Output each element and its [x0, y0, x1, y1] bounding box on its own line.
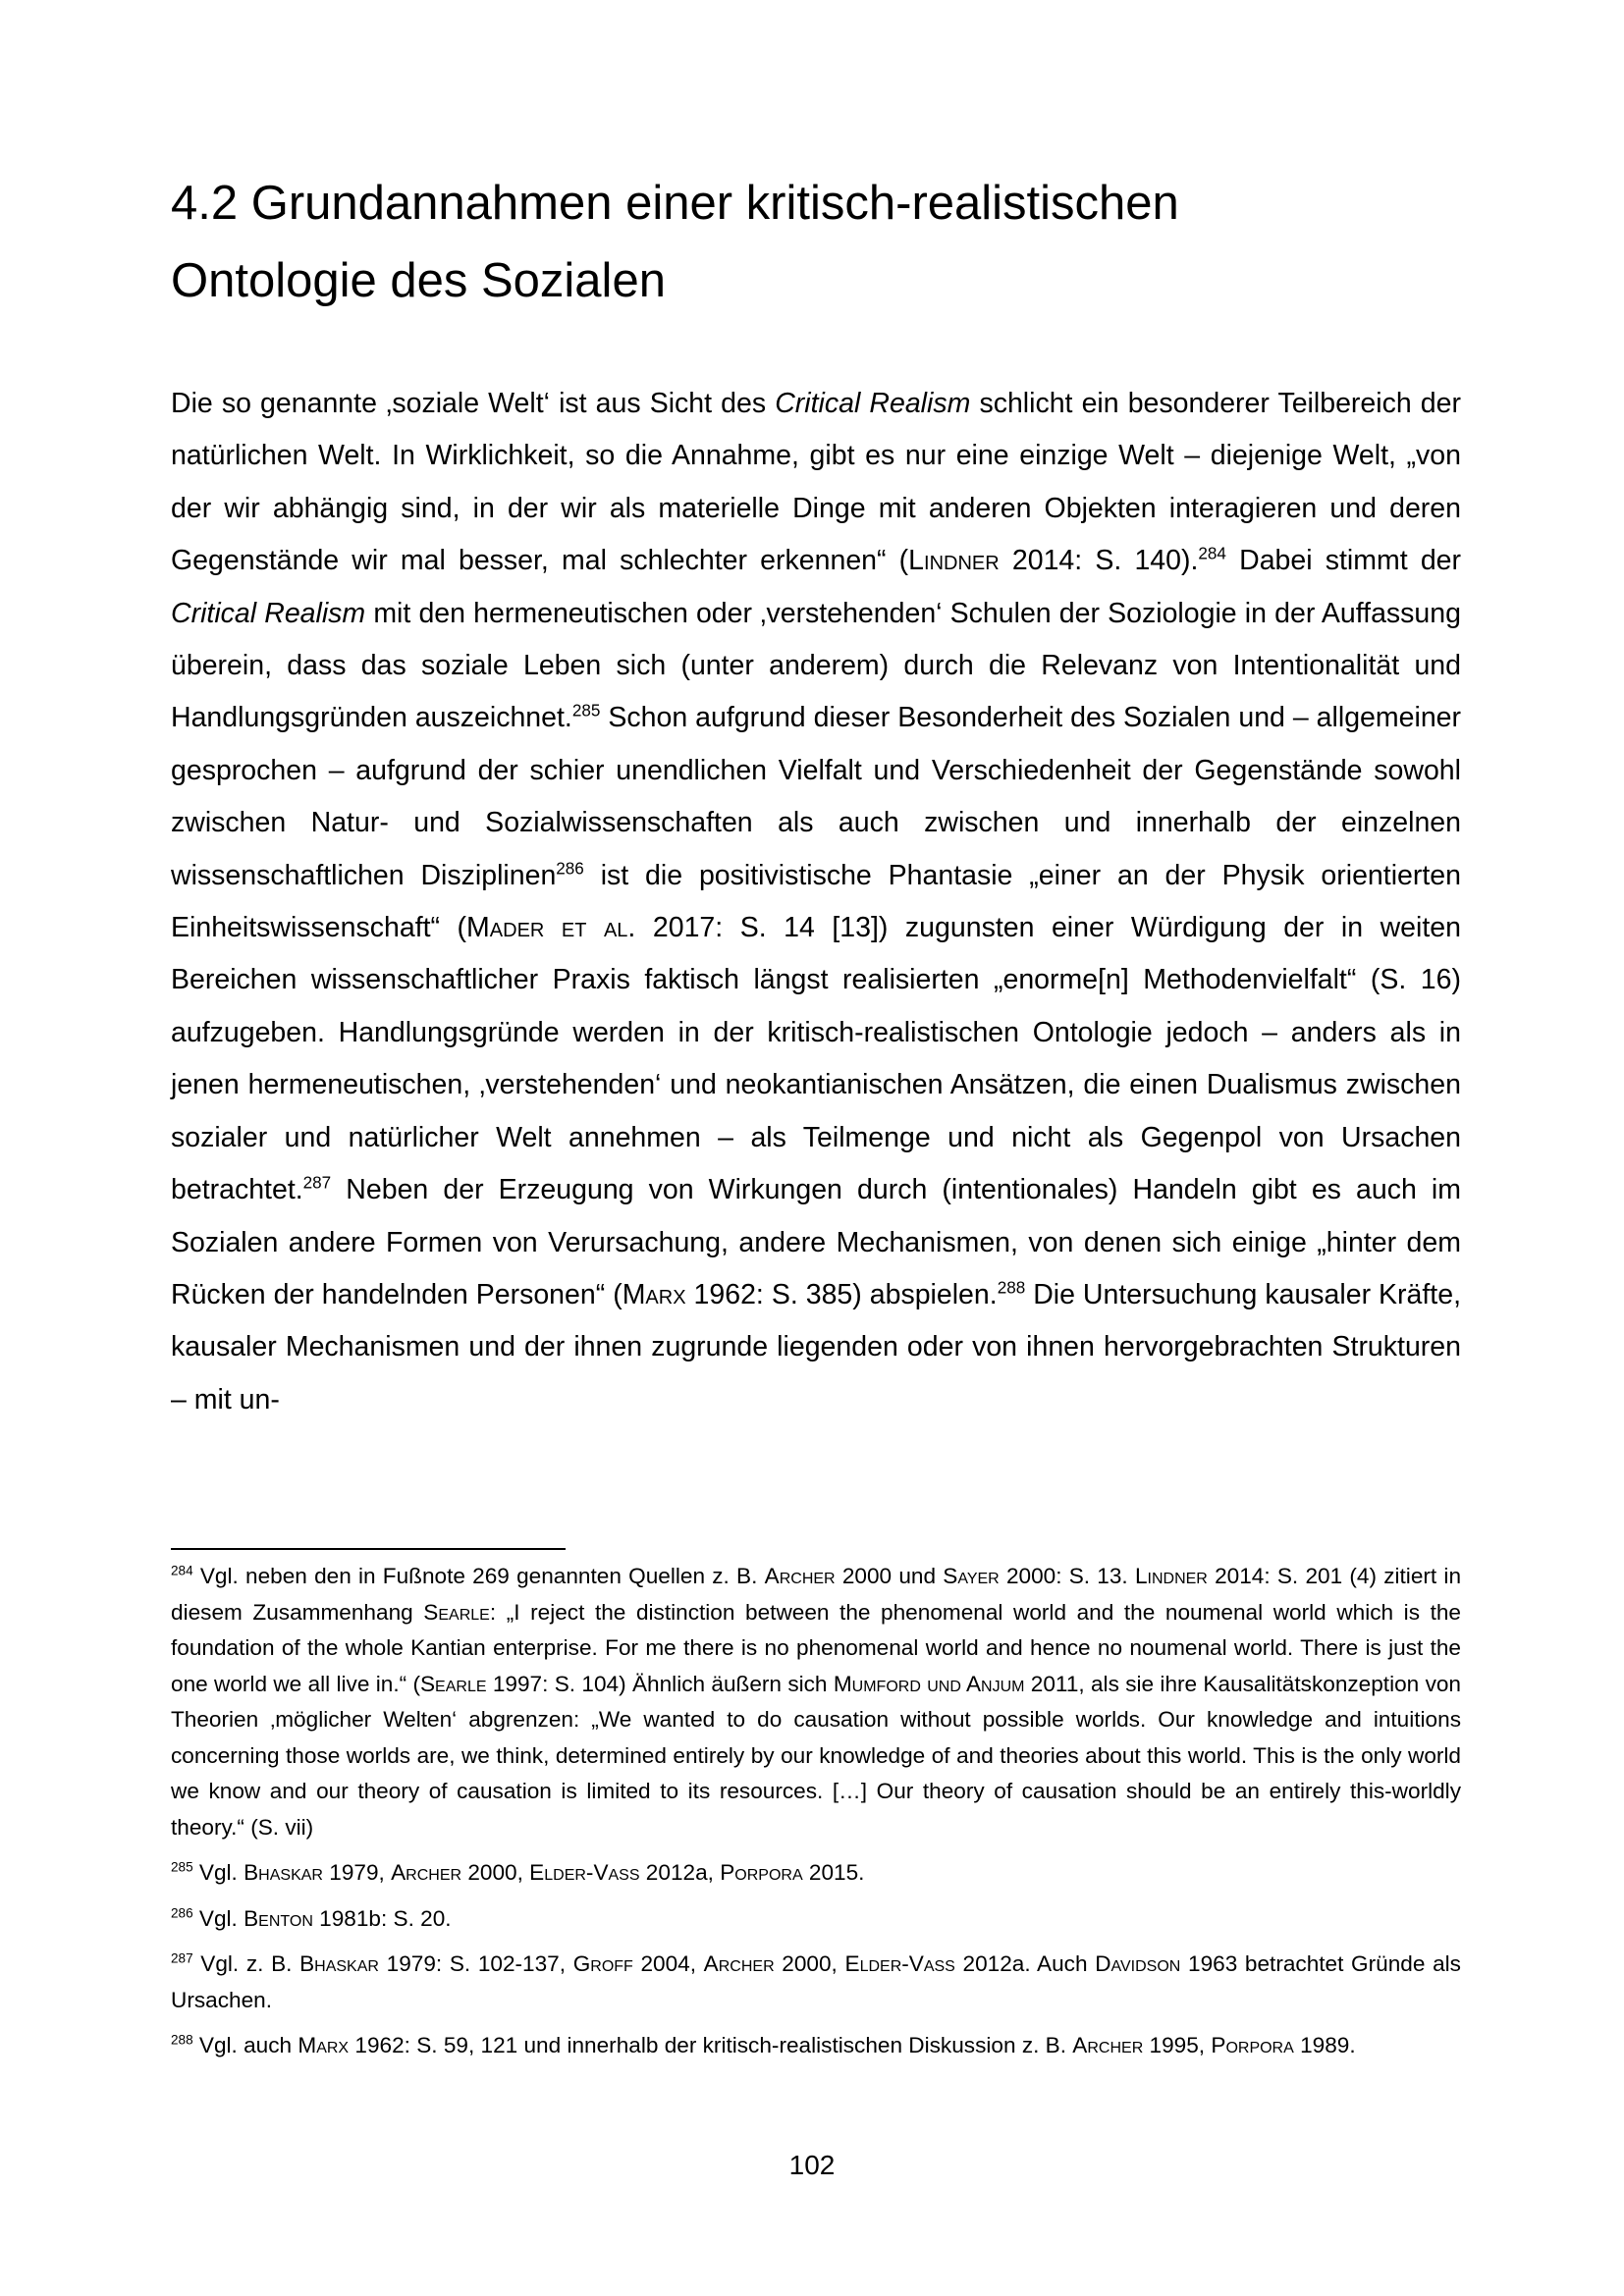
- author-name: Mader et al.: [466, 912, 636, 944]
- footnote-text: 2012a,: [639, 1860, 721, 1885]
- author-name: Bhaskar: [244, 1860, 323, 1885]
- footnote-text: 1981b: S. 20.: [312, 1905, 452, 1931]
- author-name: Marx: [622, 1278, 686, 1310]
- footnotes: [171, 1559, 1461, 2074]
- author-name: Lindner: [1134, 1564, 1208, 1588]
- footnote-286: [171, 1901, 1461, 1938]
- author-name: Mumford und Anjum: [833, 1671, 1025, 1696]
- page-number: 102: [788, 2150, 836, 2180]
- body-text-run: schlicht ein besonderer Teilbereich der natürlichen Welt. In Wirklichkeit, so die Annahme, gibt es nur eine einzige Welt – diejenige Welt, „von der wir abhängig sind, in der wir als materielle Dinge mit anderen Objekten interagieren und deren Gegenstände wir mal besser, mal schlechter erkennen“ (: [171, 388, 1461, 577]
- footnote-text: 1962: S. 59, 121 und innerhalb der kritisch-realistischen Diskussion z. B.: [349, 2033, 1073, 2057]
- author-name: Davidson: [1095, 1951, 1181, 1976]
- footnote-text: Vgl. z. B.: [192, 1951, 300, 1976]
- body-text-run: 2014: S. 140).: [999, 545, 1199, 577]
- body-italic-term: Critical Realism: [775, 388, 971, 419]
- body-italic-term: Critical Realism: [171, 597, 366, 629]
- body-text-run: Die so genannte ‚soziale Welt‘ ist aus Sicht des: [171, 388, 776, 419]
- footnote-text: 2014: S. 201 (4) zitiert in diesem Zusammenhang: [171, 1564, 1462, 1625]
- footnote-text: 1989.: [1293, 2033, 1356, 2057]
- author-name: Porpora: [1211, 2033, 1294, 2057]
- author-name: Sayer: [943, 1564, 1000, 1588]
- footnote-number: 284: [171, 1563, 193, 1578]
- footnote-text: : „I reject the distinction between the phenomenal world and the noumenal world which is the foundation of the whole Kantian enterprise. For me there is no phenomenal world and hence no noumenal world. There is just the one world we all live in.“ (: [171, 1599, 1461, 1696]
- body-text-run: Die Untersuchung kausaler Kräfte, kausaler Mechanismen und der ihnen zugrunde liegenden oder von ihnen hervorgebrachten Strukturen – mit un-: [171, 1278, 1461, 1415]
- footnote-ref-285[interactable]: 285: [571, 701, 601, 721]
- body-text-run: Neben der Erzeugung von Wirkungen durch (intentionales) Handeln gibt es auch im Sozialen andere Formen von Verursachung, andere Mechanismen, von denen sich einige „hinter dem Rücken der handelnden Personen“ (: [171, 1174, 1461, 1310]
- footnote-text: Vgl. neben den in Fußnote 269 genannten Quellen z. B.: [192, 1564, 765, 1588]
- author-name: Archer: [764, 1564, 836, 1588]
- footnote-284: [171, 1559, 1461, 1845]
- footnote-text: 1979,: [322, 1860, 392, 1885]
- footnote-separator: [171, 1548, 566, 1550]
- body-text-run: ist die positivistische Phantasie „einer an der Physik orientierten Einheitswissenschaft“ (: [171, 859, 1461, 944]
- footnote-288: [171, 2028, 1461, 2064]
- footnote-number: 285: [171, 1859, 193, 1875]
- author-name: Lindner: [908, 545, 1000, 577]
- footnote-285: [171, 1855, 1461, 1892]
- footnote-text: Vgl. auch: [192, 2033, 298, 2057]
- author-name: Groff: [572, 1951, 633, 1976]
- footnote-text: 2012a. Auch: [954, 1951, 1096, 1976]
- footnote-number: 287: [171, 1950, 193, 1966]
- section-heading-line-1: 4.2 Grundannahmen einer kritisch-realistischen: [171, 177, 1179, 230]
- footnote-number: 288: [171, 2032, 193, 2048]
- footnote-ref-287[interactable]: 287: [302, 1173, 332, 1193]
- footnote-text: 2004,: [632, 1951, 704, 1976]
- footnote-ref-288[interactable]: 288: [997, 1278, 1026, 1298]
- author-name: Porpora: [720, 1860, 803, 1885]
- author-name: Bhaskar: [299, 1951, 379, 1976]
- footnote-text: 1997: S. 104) Ähnlich äußern sich: [486, 1671, 834, 1696]
- section-heading-line-2: Ontologie des Sozialen: [171, 254, 666, 307]
- footnote-text: 2000,: [774, 1951, 845, 1976]
- body-paragraph: [171, 378, 1461, 1426]
- author-name: Searle: [423, 1599, 490, 1625]
- author-name: Benton: [244, 1905, 313, 1931]
- footnote-text: 1979: S. 102-137,: [378, 1951, 573, 1976]
- footnote-text: 1963 betrachtet Gründe als Ursachen.: [171, 1951, 1461, 2012]
- footnote-number: 286: [171, 1905, 193, 1921]
- footnote-ref-284[interactable]: 284: [1198, 544, 1226, 563]
- footnote-text: 2015.: [802, 1860, 865, 1885]
- body-text-run: 1962: S. 385) abspielen.: [685, 1278, 998, 1310]
- body-text-run: 2017: S. 14 [13]) zugunsten einer Würdigung der in weiten Bereichen wissenschaftlicher Praxis faktisch längst realisierten „enorme[n] Methodenvielfalt“ (S. 16) aufzugeben. Handlungsgründe werden in der kritisch-realistischen Ontologie jedoch – anders als in jenen hermeneutischen, ‚verstehenden‘ und neokantianischen Ansätzen, die einen Dualismus zwischen sozialer und natürlicher Welt annehmen – als Teilmenge und nicht als Gegenpol von Ursachen betrachtet.: [171, 912, 1461, 1206]
- author-name: Elder-Vass: [844, 1951, 955, 1976]
- author-name: Marx: [298, 2033, 350, 2057]
- footnote-text: 2000 und: [835, 1564, 944, 1588]
- footnote-text: Vgl.: [192, 1905, 244, 1931]
- footnote-text: 2011, als sie ihre Kausalitätskonzeption von Theorien ‚möglicher Welten‘ abgrenzen: „We wanted to do causation without possible worlds. Our knowledge and intuitions concerning those worlds are, we think, determined entirely by our knowledge of and theories about this world. This is the only world we know and our theory of causation is limited to its resources. […] Our theory of causation should be an entirely this-worldly theory.“ (S. vii): [171, 1671, 1461, 1840]
- author-name: Searle: [419, 1671, 487, 1696]
- footnote-text: 1995,: [1143, 2033, 1212, 2057]
- author-name: Archer: [391, 1860, 462, 1885]
- body-text-run: Dabei stimmt der: [1225, 545, 1462, 577]
- author-name: Archer: [703, 1951, 775, 1976]
- footnote-ref-286[interactable]: 286: [556, 859, 584, 879]
- author-name: Archer: [1072, 2033, 1144, 2057]
- section-heading: [171, 165, 1477, 320]
- body-text-run: mit den hermeneutischen oder ‚verstehenden‘ Schulen der Soziologie in der Auffassung überein, dass das soziale Leben sich (unter anderem) durch die Relevanz von Intentionalität und Handlungsgründen auszeichnet.: [171, 597, 1461, 734]
- footnote-text: 2000,: [461, 1860, 530, 1885]
- footnote-text: Vgl.: [192, 1860, 244, 1885]
- footnote-text: 2000: S. 13.: [999, 1564, 1135, 1588]
- body-text-run: Schon aufgrund dieser Besonderheit des Sozialen und – allgemeiner gesprochen – aufgrund der schier unendlichen Vielfalt und Verschiedenheit der Gegenstände sowohl zwischen Natur- und Sozialwissenschaften als auch zwischen und innerhalb der einzelnen wissenschaftlichen Disziplinen: [171, 702, 1462, 891]
- footnote-287: [171, 1947, 1461, 2018]
- author-name: Elder-Vass: [529, 1860, 640, 1885]
